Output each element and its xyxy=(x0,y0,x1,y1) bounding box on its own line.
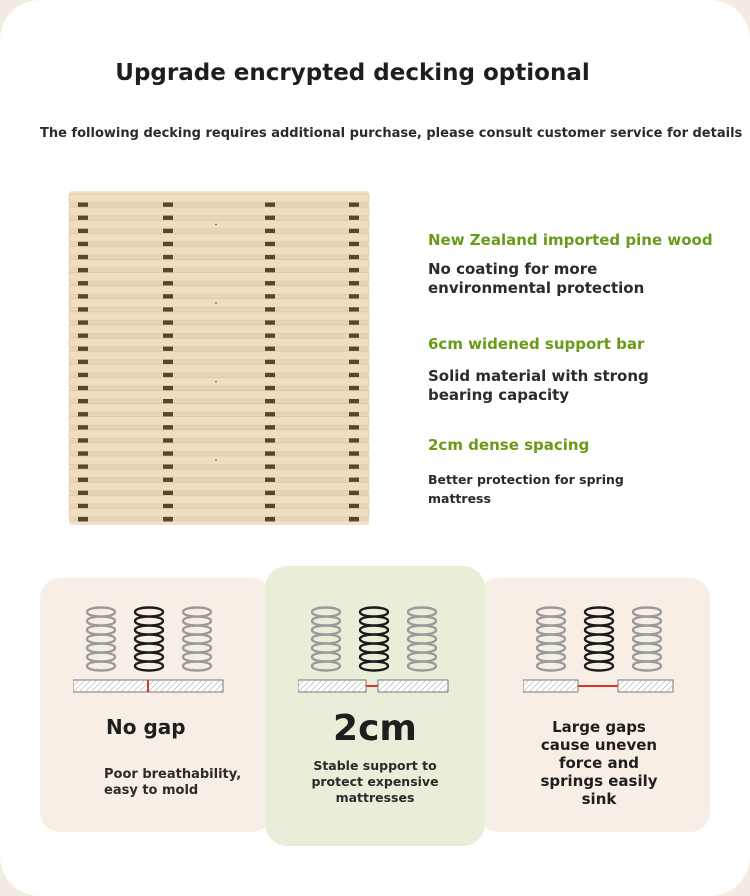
comparison-panel-2cm xyxy=(265,566,485,846)
deck-slat xyxy=(69,194,369,203)
deck-slat xyxy=(69,495,369,504)
spring-icon xyxy=(183,608,211,671)
deck-slat xyxy=(69,325,369,334)
spring-gap-diagram xyxy=(523,602,677,694)
page-title: Upgrade encrypted decking optional xyxy=(115,60,590,86)
deck-slat xyxy=(69,482,369,491)
deck-slat xyxy=(69,220,369,229)
page-subtitle: The following decking requires additional purchase, please consult customer service for details xyxy=(40,126,743,141)
feature-heading: New Zealand imported pine wood xyxy=(428,231,713,249)
comparison-panel-no-gap xyxy=(40,578,272,832)
spring-gap-diagram xyxy=(298,602,452,694)
feature-heading: 2cm dense spacing xyxy=(428,436,590,454)
feature-pine-wood xyxy=(428,231,713,298)
deck-slat xyxy=(69,417,369,426)
spring-icon xyxy=(408,608,436,671)
deck-slat xyxy=(69,456,369,465)
deck-slat xyxy=(69,404,369,413)
comparison-headline: No gap xyxy=(106,715,186,739)
spring-icon xyxy=(135,608,163,671)
feature-heading: 6cm widened support bar xyxy=(428,335,645,353)
board-left xyxy=(73,680,148,692)
deck-slat xyxy=(69,377,369,386)
spring-gap-diagram xyxy=(73,602,227,694)
spring-icon xyxy=(360,608,388,671)
comparison-headline: Large gaps cause uneven force and springs easily sink xyxy=(540,718,658,808)
deck-slat xyxy=(69,312,369,321)
deck-slat xyxy=(69,260,369,269)
feature-support-bar xyxy=(428,335,658,405)
board-left xyxy=(523,680,578,692)
comparison-caption: Poor breathability, easy to mold xyxy=(104,767,242,798)
comparison-caption: Stable support to protect expensive mattresses xyxy=(311,758,439,805)
spring-icon xyxy=(87,608,115,671)
deck-slat xyxy=(69,286,369,295)
feature-description: No coating for more environmental protection xyxy=(428,260,645,297)
spring-icon xyxy=(312,608,340,671)
deck-slat xyxy=(69,469,369,478)
deck-slat xyxy=(69,299,369,308)
spring-icon xyxy=(537,608,565,671)
comparison-headline: 2cm xyxy=(333,708,417,749)
board-left xyxy=(298,680,366,692)
deck-slat xyxy=(69,364,369,373)
board-right xyxy=(378,680,448,692)
deck-slat xyxy=(69,207,369,216)
deck-slat xyxy=(69,391,369,400)
deck-slat xyxy=(69,246,369,255)
board-right xyxy=(618,680,673,692)
deck-slat xyxy=(69,351,369,360)
spring-icon xyxy=(585,608,613,671)
deck-slat xyxy=(69,338,369,347)
deck-slat xyxy=(69,508,369,517)
decking-image xyxy=(66,188,372,528)
deck-slat xyxy=(69,273,369,282)
feature-dense-spacing xyxy=(428,436,688,508)
feature-description: Better protection for spring mattress xyxy=(428,472,624,506)
board-right xyxy=(148,680,223,692)
deck-slat xyxy=(69,233,369,242)
spring-icon xyxy=(633,608,661,671)
deck-slat xyxy=(69,443,369,452)
deck-slat xyxy=(69,430,369,439)
feature-description: Solid material with strong bearing capacity xyxy=(428,367,649,404)
comparison-panel-large-gap xyxy=(478,578,710,832)
